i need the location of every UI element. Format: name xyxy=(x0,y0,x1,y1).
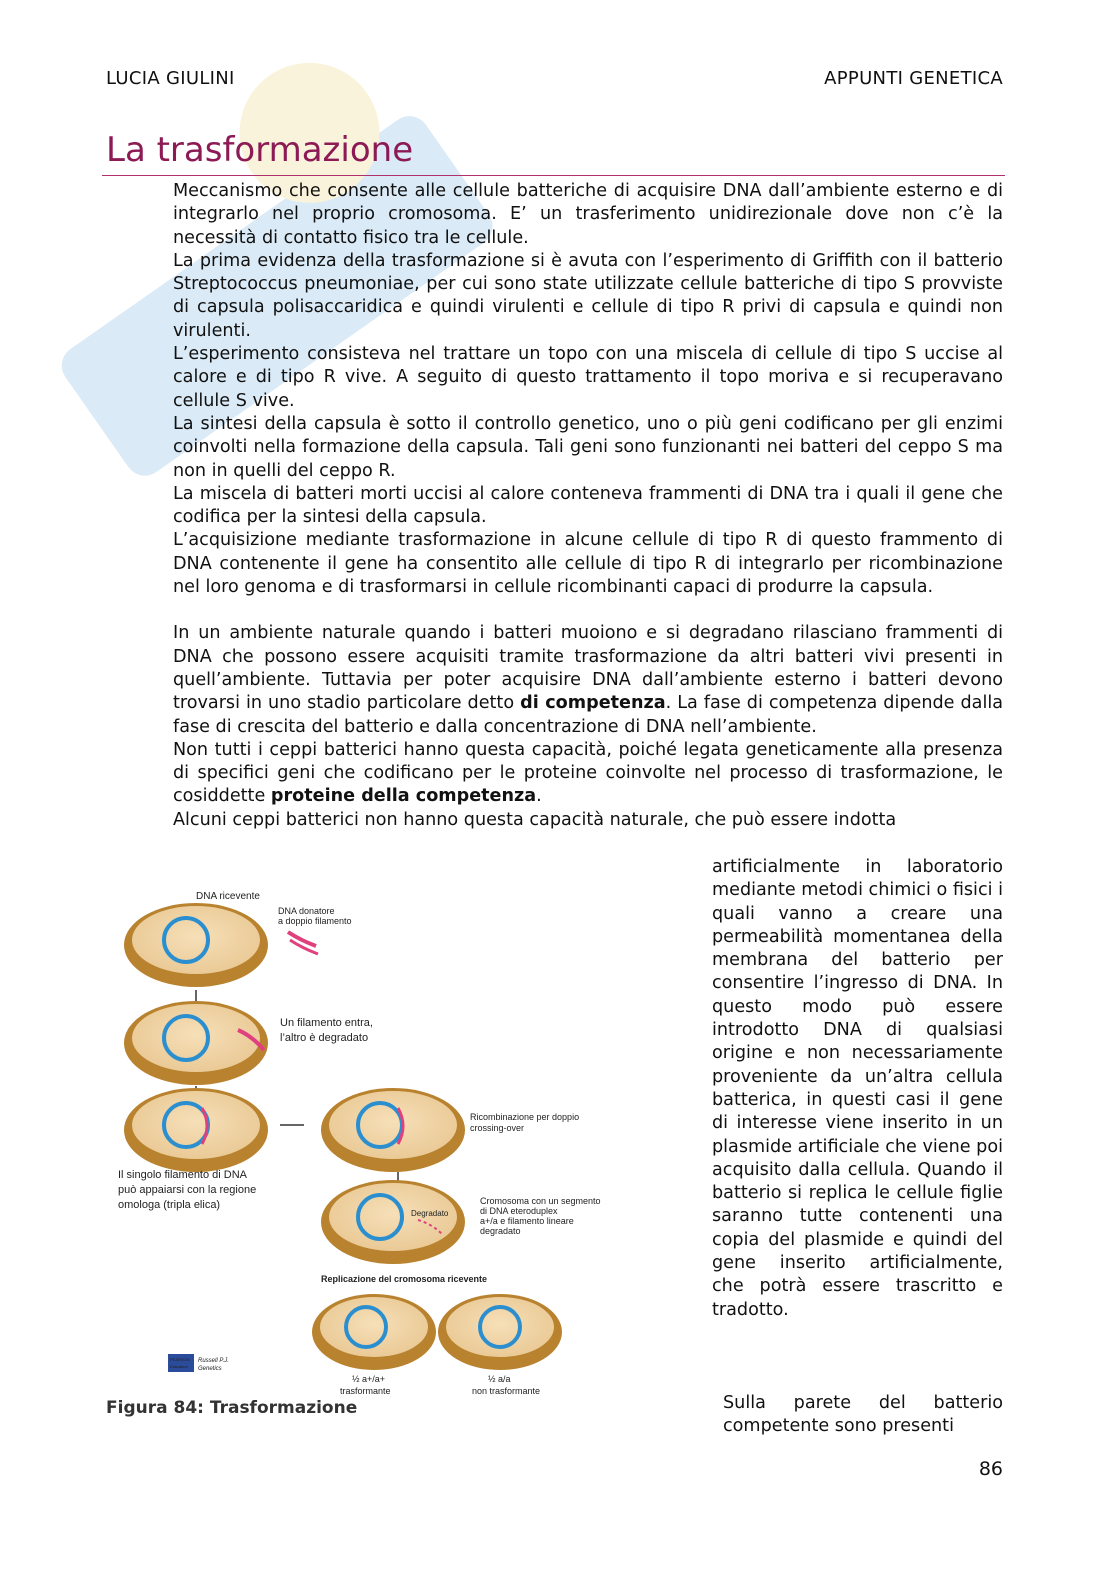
label-dna-donatore: DNA donatore xyxy=(278,906,335,916)
paragraph: La sintesi della capsula è sotto il controllo genetico, uno o più geni codificano per gli enzimi coinvolti nella formazione della capsula. Tali geni sono funzionanti nei batteri del ceppo S ma non in quelli del ceppo R. xyxy=(173,413,1003,481)
paragraph: Meccanismo che consente alle cellule batteriche di acquisire DNA dall’ambiente esterno e di integrarlo nel proprio cromosoma. E’ un trasferimento unidirezionale dove non c’è la necessità di contatto fisico tra le cellule. xyxy=(173,181,1003,248)
paragraph: La prima evidenza della trasformazione si è avuta con l’esperimento di Griffith con il batterio Streptococcus pneumoniae, per cui sono state utilizzate cellule batteriche di tipo S provviste di capsula polisaccaridica e quindi virulenti e cellule di tipo R privi di capsula e quindi non virulenti. xyxy=(173,250,1003,341)
cell-daughter-transformed xyxy=(312,1294,436,1370)
paragraph: L’esperimento consisteva nel trattare un topo con una miscela di cellule di tipo S uccise al calore e di tipo R vive. A seguito di questo trattamento il topo moriva e si recuperavano cellule S vive. xyxy=(173,344,1003,411)
label-filamento-1: Un filamento entra, xyxy=(280,1017,373,1029)
label-cromosoma-3: a+/a e filamento lineare xyxy=(480,1216,574,1226)
page-number: 86 xyxy=(978,1458,1003,1480)
paragraph: La miscela di batteri morti uccisi al calore conteneva frammenti di DNA tra i quali il gene che codifica per la sintesi della capsula. xyxy=(173,483,1003,528)
cell-stage-2 xyxy=(124,1001,268,1085)
figure-caption: Figura 84: Trasformazione xyxy=(106,1398,358,1418)
label-singolo-2: può appaiarsi con la regione xyxy=(118,1184,257,1196)
transformation-figure xyxy=(108,880,628,1400)
credit-title: Genetics xyxy=(198,1366,222,1372)
label-non-trasformante: non trasformante xyxy=(472,1386,541,1396)
cell-daughter-non-transformed xyxy=(438,1294,562,1370)
header-author: LUCIA GIULINI xyxy=(106,68,235,89)
main-text xyxy=(173,180,1003,832)
label-ricombinazione-2: crossing-over xyxy=(470,1123,525,1133)
header-subject: APPUNTI GENETICA xyxy=(824,68,1003,89)
label-cromosoma-4: degradato xyxy=(480,1226,521,1236)
label-cromosoma-1: Cromosoma con un segmento xyxy=(480,1196,601,1206)
paragraph-lead: Alcuni ceppi batterici non hanno questa capacità naturale, che può essere indotta xyxy=(173,809,897,830)
label-ricombinazione-1: Ricombinazione per doppio xyxy=(470,1112,580,1122)
cell-stage-5 xyxy=(321,1180,465,1264)
label-cromosoma-2: di DNA eteroduplex xyxy=(480,1206,558,1216)
label-dna-ricevente: DNA ricevente xyxy=(196,891,260,902)
page-title: La trasformazione xyxy=(106,130,414,170)
cell-stage-3 xyxy=(124,1088,268,1172)
bold-term: di competenza xyxy=(520,693,666,714)
label-filamento-2: l’altro è degradato xyxy=(280,1032,369,1044)
bold-term: proteine della competenza xyxy=(270,786,537,807)
label-singolo-1: Il singolo filamento di DNA xyxy=(118,1169,248,1181)
label-doppio-filamento: a doppio filamento xyxy=(278,916,352,926)
label-replicazione: Replicazione del cromosoma ricevente xyxy=(321,1274,488,1284)
side-column-text: artificialmente in laboratorio mediante metodi chimici o fisici i quali vanno a creare una permeabilità momentanea della membrana del batterio per consentire l’ingresso di DNA. In questo modo può essere introdotto DNA di qualsiasi origine e non necessariamente proveniente da un’altra cellula batterica, in questi casi il gene di interesse viene inserito in un plasmide artificiale che viene poi acquisito dalla cellula. Quando il batterio si replica le cellule figlie saranno tutte contenenti una copia del plasmide e quindi del gene inserito artificialmente, che potrà essere trascritto e tradotto. xyxy=(712,857,1003,1320)
label-non-trasformante-ratio: ½ a/a xyxy=(488,1374,511,1384)
credit-author: Russell P.J. xyxy=(198,1358,229,1364)
title-divider xyxy=(102,175,1005,176)
side-column-text-2: Sulla parete del batterio competente sono presenti xyxy=(723,1393,1003,1437)
label-degradato: Degradato xyxy=(411,1209,449,1218)
publisher-name: PEARSON xyxy=(170,1357,190,1362)
paragraph: L’acquisizione mediante trasformazione in alcune cellule di tipo R di questo frammento di DNA contenente il gene ha consentito alle cellule di tipo R di integrarlo per ricombinazione nel loro genoma e di trasformarsi in cellule ricombinanti capaci di produrre la capsula. xyxy=(173,530,1003,598)
cell-stage-4 xyxy=(321,1088,465,1172)
paragraph-proteine: Non tutti i ceppi batterici hanno questa capacità, poiché legata geneticamente alla presenza di specifici geni che codificano per le proteine coinvolte nel processo di trasformazione, le cosiddette proteine della competenza. xyxy=(173,739,1003,807)
paragraph-competenza: In un ambiente naturale quando i batteri muoiono e si degradano rilasciano frammenti di DNA che possono essere acquisiti tramite trasformazione da altri batteri vivi presenti in quell’ambiente. Tuttavia per poter acquisire DNA dall’ambiente esterno i batteri devono trovarsi in uno stadio particolare detto di competenza. La fase di competenza dipende dalla fase di crescita del batterio e dalla concentrazione di DNA nell’ambiente. xyxy=(173,623,1003,737)
label-trasformante: trasformante xyxy=(340,1386,391,1396)
label-singolo-3: omologa (tripla elica) xyxy=(118,1199,221,1211)
publisher-sub: Education xyxy=(170,1364,188,1369)
label-trasformante-ratio: ½ a+/a+ xyxy=(352,1374,386,1384)
